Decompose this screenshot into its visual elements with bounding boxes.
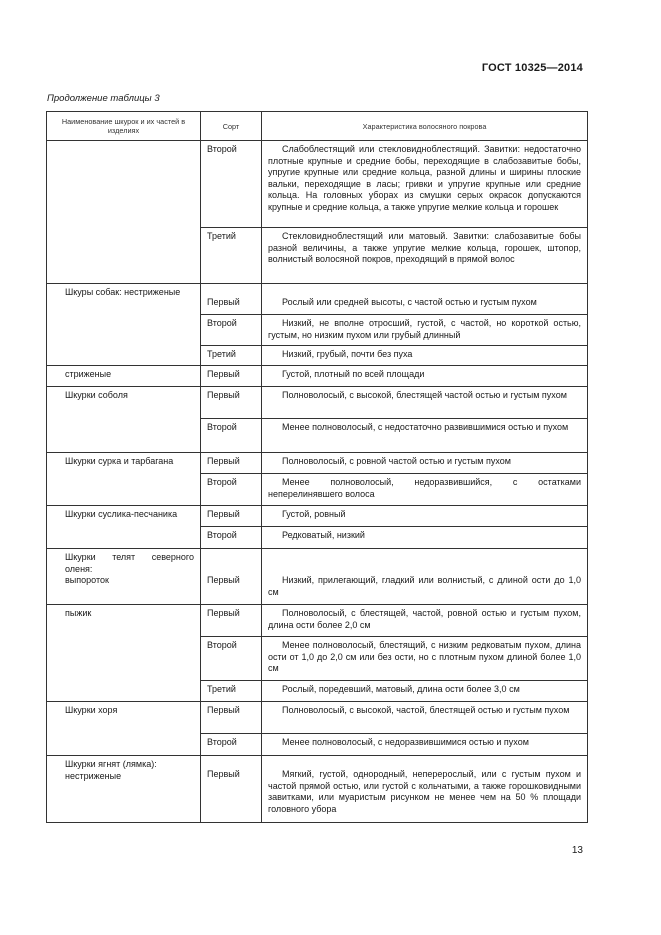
row-grade: Первый	[201, 366, 262, 387]
table-row	[47, 506, 588, 527]
row-description: Стекловидноблестящий или матовый. Завитки: слабозавитые бобы разной величины, а также упругие мелкие кольца, горошек, штопор, волнистый волосяной покров, преходящий в прямой волос	[262, 228, 588, 284]
table-row	[47, 284, 588, 315]
row-description: Рослый, поредевший, матовый, длина ости более 3,0 см	[262, 681, 588, 702]
row-grade: Первый	[201, 605, 262, 637]
document-code: ГОСТ 10325—2014	[481, 62, 583, 74]
row-name: стриженые	[47, 366, 201, 387]
row-description: Менее полноволосый, с недоразвившимися остью и пухом	[262, 734, 588, 756]
row-grade: Второй	[201, 141, 262, 228]
table-row	[47, 605, 588, 637]
characteristics-table	[46, 111, 588, 823]
row-grade: Второй	[201, 419, 262, 453]
row-grade: Третий	[201, 346, 262, 366]
row-description: Редковатый, низкий	[262, 527, 588, 549]
row-grade: Первый	[201, 453, 262, 474]
column-header-description: Характеристика волосяного покрова	[262, 112, 588, 141]
row-description: Полноволосый, с высокой, частой, блестящей остью и густым пухом	[262, 702, 588, 734]
row-description: Рослый или средней высоты, с частой остью и густым пухом	[262, 284, 588, 315]
row-description: Мягкий, густой, однородный, неперерослый, или с густым пухом и частой прямой остью, или густой с кольчатыми, а также горошковидными завитками, или муаристым рисунком не менее чем на 50 % площади головного убора	[262, 756, 588, 823]
row-grade: Первый	[201, 756, 262, 823]
row-name	[47, 549, 201, 605]
column-header-grade: Сорт	[201, 112, 262, 141]
table-header-row	[47, 112, 588, 141]
row-name-main: Шкурки телят северного оленя:	[65, 552, 194, 574]
row-description: Густой, ровный	[262, 506, 588, 527]
table-row	[47, 453, 588, 474]
row-description: Слабоблестящий или стекловидноблестящий. Завитки: недостаточно плотные крупные и средние бобы, переходящие в слабозавитые бобы, упругие крупные или средние кольца, разной длины и ширины плоские вальки, переходящие в ласы; гривки и упругие крупные или средние кольца. На головных уборах из смушки серых окрасок допускаются крупные и средние кольца, а также упругие мелкие кольца и горошек	[262, 141, 588, 228]
row-name-sub: выпороток	[65, 575, 109, 586]
table-row	[47, 702, 588, 734]
table-row	[47, 756, 588, 823]
table-row	[47, 387, 588, 419]
row-grade: Второй	[201, 637, 262, 681]
row-grade: Первый	[201, 284, 262, 315]
row-grade: Третий	[201, 228, 262, 284]
column-header-name: Наименование шкурок и их частей в изделиях	[47, 112, 201, 141]
row-grade: Первый	[201, 387, 262, 419]
row-grade: Второй	[201, 315, 262, 346]
row-description: Низкий, прилегающий, гладкий или волнистый, с длиной ости до 1,0 см	[262, 549, 588, 605]
row-grade: Второй	[201, 527, 262, 549]
row-name: Шкурки суслика-песчаника	[47, 506, 201, 549]
row-name: Шкуры собак: нестриженые	[47, 284, 201, 366]
row-grade: Третий	[201, 681, 262, 702]
page-number: 13	[571, 845, 583, 856]
table-caption: Продолжение таблицы 3	[47, 93, 160, 104]
row-name: Шкурки хоря	[47, 702, 201, 756]
row-description: Густой, плотный по всей площади	[262, 366, 588, 387]
row-name	[47, 141, 201, 284]
row-grade: Первый	[201, 702, 262, 734]
row-name: пыжик	[47, 605, 201, 702]
row-grade: Второй	[201, 734, 262, 756]
row-description: Менее полноволосый, с недостаточно развившимися остью и пухом	[262, 419, 588, 453]
row-name: Шкурки сурка и тарбагана	[47, 453, 201, 506]
row-name: Шкурки соболя	[47, 387, 201, 453]
row-description: Менее полноволосый, блестящий, с низким редковатым пухом, длина ости от 1,0 до 2,0 см или без ости, но с плотным пухом длиной более 1,0 см	[262, 637, 588, 681]
row-description: Низкий, не вполне отросший, густой, с частой, но короткой остью, густым, но низким пухом или грубый длинный	[262, 315, 588, 346]
row-grade: Второй	[201, 474, 262, 506]
row-description: Менее полноволосый, недоразвившийся, с остатками неперелинявшего волоса	[262, 474, 588, 506]
row-name: Шкурки ягнят (лямка): нестриженые	[47, 756, 201, 823]
table-row	[47, 549, 588, 605]
table-row	[47, 366, 588, 387]
table-row	[47, 141, 588, 228]
row-grade: Первый	[201, 549, 262, 605]
row-grade: Первый	[201, 506, 262, 527]
row-description: Полноволосый, с ровной частой остью и густым пухом	[262, 453, 588, 474]
row-description: Низкий, грубый, почти без пуха	[262, 346, 588, 366]
row-description: Полноволосый, с блестящей, частой, ровной остью и густым пухом, длина ости более 2,0 см	[262, 605, 588, 637]
row-description: Полноволосый, с высокой, блестящей частой остью и густым пухом	[262, 387, 588, 419]
